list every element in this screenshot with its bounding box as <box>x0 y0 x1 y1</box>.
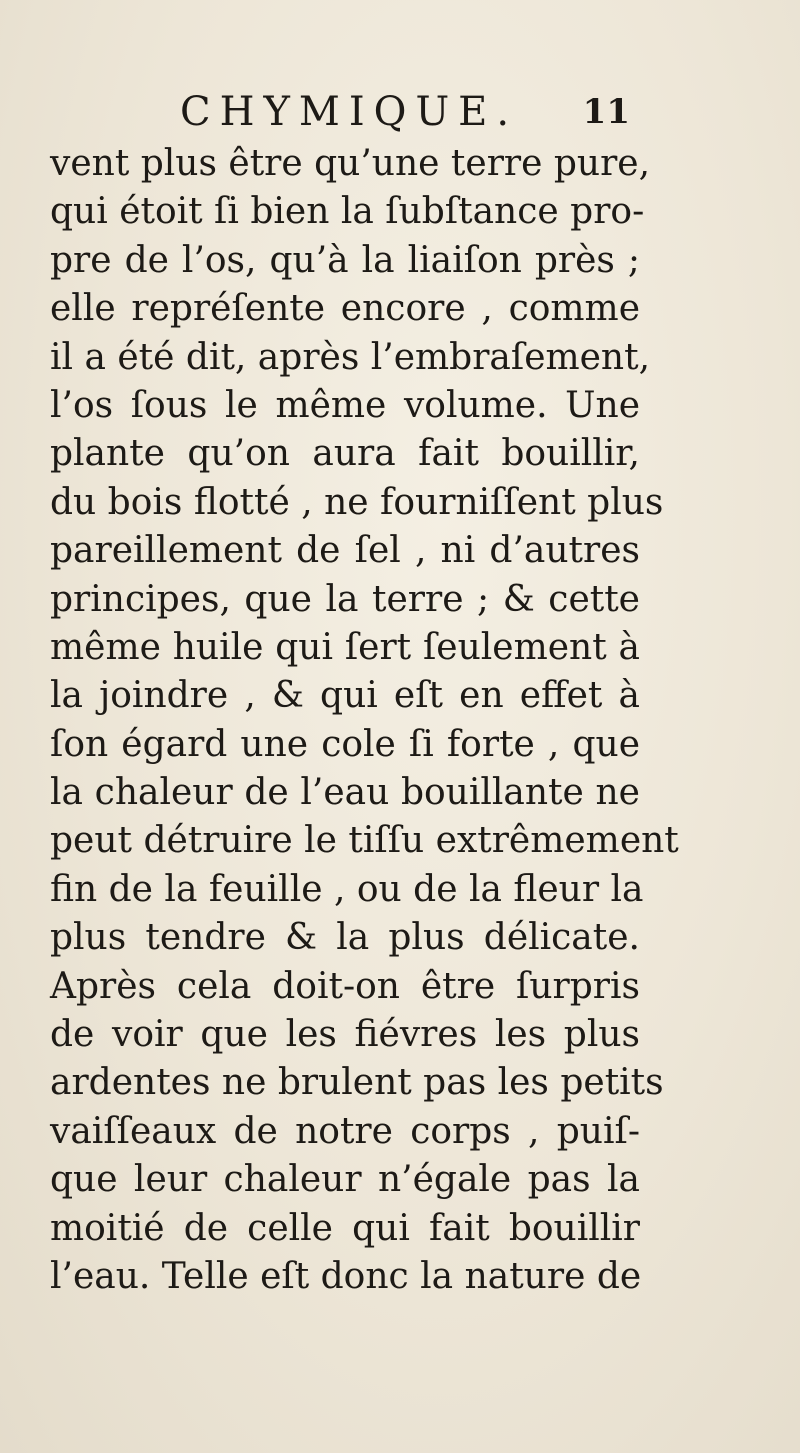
text-line: du bois flotté , ne fourniſſent plus <box>50 481 664 523</box>
text-line: fin de la feuille , ou de la fleur la <box>50 868 644 910</box>
text-line: peut détruire le tiſſu extrêmement <box>50 820 679 862</box>
text-line: la joindre , & qui eſt en effet à <box>50 675 640 717</box>
text-line: ardentes ne brulent pas les petits <box>50 1062 664 1104</box>
page-header <box>180 88 640 136</box>
text-line: de voir que les fiévres les plus <box>50 1014 640 1056</box>
text-line: Après cela doit-on être ſurpris <box>50 965 640 1007</box>
text-line: vent plus être qu’une terre pure, <box>50 143 651 184</box>
text-line: plante qu’on aura fait bouillir, <box>50 433 640 475</box>
text-line: moitié de celle qui fait bouillir <box>50 1207 640 1249</box>
text-line: principes, que la terre ; & cette <box>50 578 640 620</box>
text-line: il a été dit, après l’embraſement, <box>50 336 651 378</box>
text-line: l’os ſous le même volume. Une <box>50 384 640 426</box>
text-line: même huile qui ſert ſeulement à <box>50 626 640 668</box>
text-line: vaiſſeaux de notre corps , puiſ- <box>50 1110 640 1152</box>
text-line: que leur chaleur n’égale pas la <box>50 1159 640 1201</box>
text-line: qui étoit ſi bien la ſubſtance pro- <box>50 191 645 233</box>
text-line: ſon égard une cole ſi forte , que <box>50 723 640 765</box>
page-number: 11 <box>582 92 630 132</box>
text-line: la chaleur de l’eau bouillante ne <box>50 772 640 814</box>
text-line: pareillement de ſel , ni d’autres <box>50 530 640 572</box>
text-line: elle repréſente encore , comme <box>50 288 640 330</box>
text-line: l’eau. Telle eſt donc la nature de <box>50 1255 642 1297</box>
running-title: CHYMIQUE. <box>180 89 519 135</box>
body-text <box>50 140 679 1301</box>
text-line: pre de l’os, qu’à la liaiſon près ; <box>50 239 640 281</box>
text-line: plus tendre & la plus délicate. <box>50 917 640 959</box>
